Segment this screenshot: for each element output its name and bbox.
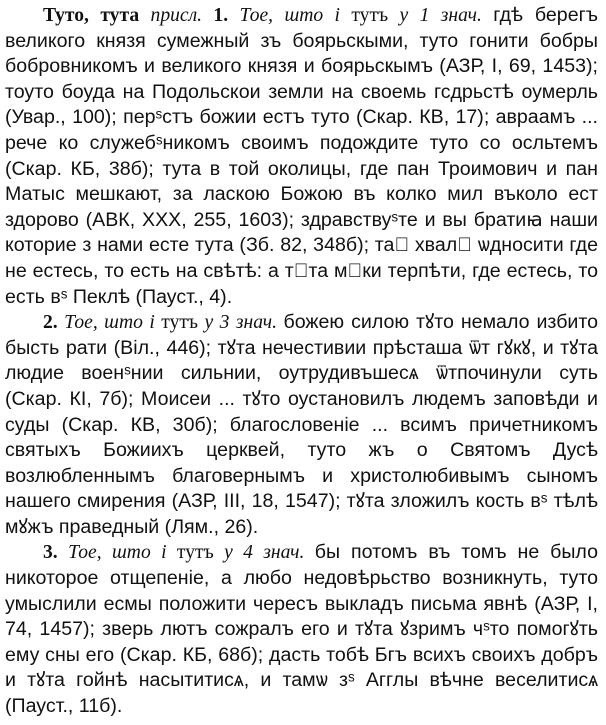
sense-2-gloss-ref: у 3 знач.	[204, 312, 278, 334]
sense-1-number: 1.	[213, 5, 229, 26]
sense-3-number: 3.	[43, 542, 58, 564]
sense-1-paragraph	[5, 3, 598, 310]
sense-1-gloss: Тое, што і	[239, 5, 340, 26]
sense-3-paragraph	[5, 540, 598, 719]
sense-2-gloss-word: тутъ	[161, 312, 199, 334]
sense-1-gloss-ref: у 1 знач.	[399, 5, 482, 26]
sense-1-gloss-word: тутъ	[351, 5, 389, 26]
sense-3-gloss-word: тутъ	[176, 542, 214, 564]
sense-3-gloss: Тое, што і	[68, 542, 167, 564]
headword: Туто, тута	[43, 5, 140, 26]
part-of-speech: присл.	[150, 5, 203, 26]
sense-3-gloss-ref: у 4 знач.	[224, 542, 305, 564]
sense-2-gloss: Тое, што і	[64, 312, 155, 334]
sense-2-paragraph	[5, 310, 598, 540]
sense-3-text: бы потомъ въ томъ не было никоторое отщепеніе, а любо недовѣрьство возникнуть, туто умыслили есмы положити чересъ выкладъ письма явнѣ (АЗР, I, 74, 1457); зверь лютъ сожралъ его и тꙋта ꙋзримъ чˢто помогꙋть ему сны его (Скар. КБ, 68б); дасть тобѣ Бгъ всихъ своихъ добръ и тꙋта гойнѣ насытитисѧ, и тамѡ зˢ Агглы вѣчне веселитисѧ (Пауст., 11б).	[5, 541, 598, 718]
sense-2-number: 2.	[43, 312, 58, 334]
sense-2-text: божею силою тꙋто немало избито бысть рати (Віл., 446); тꙋта нечестивии прѣсташа ѿт гꙋкꙋ, и тꙋта людие военˢнии сильнии, оутрудивъшесѧ ѿтпочинули суть (Скар. КІ, 7б); Моисеи ... тꙋто оустановилъ людемъ заповѣди и суды (Скар. КВ, 30б); благословеніе ... всимъ причетникомъ святыхъ Божиихъ церквей, туто жъ о Святомъ Дусѣ возлюбленнымъ благовернымъ и христолюбивымъ сыномъ нашего смирения (АЗР, III, 18, 1547); тꙋта зложилъ кость вˢ тѣлѣ мꙋжъ праведный (Лям., 26).	[5, 311, 599, 538]
sense-1-text: гдѣ берегъ великого князя сумежный зъ боярьскыми, туто гонити бобры бобровникомъ и великого князя и боярьскымъ (АЗР, I, 69, 1453); тоуто боуда на Подольскои земли на своемь гсдрьстѣ оумерль (Увар., 100); перˢстъ божии естъ туто (Скар. КВ, 17); авраамъ ... рече ко служебˢникомъ своимъ подождите туто со осльтемъ (Скар. КБ, 38б); тута в той околицы, где пан Троимович и пан Матыс мешкают, за ласкою Божою въ колко мил въколо ест здорово (АВК, XXX, 255, 1603); здравствуˢте и вы братиꙗ наши которие з нами есте тута (Зб. 82, 348б); таⷨ хвалꙋ ѡдносити где не естесь, то есть на свѣтѣ: а тꙋта мꙋки терпѣти, где естесь, то есть вˢ Пеклѣ (Пауст., 4).	[5, 4, 598, 308]
